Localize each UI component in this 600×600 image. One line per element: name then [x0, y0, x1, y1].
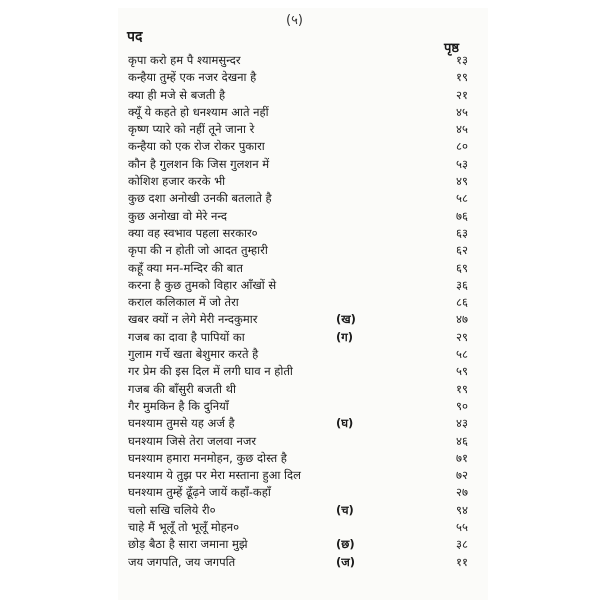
index-entry	[0, 554, 600, 571]
entry-page-number: ११	[456, 554, 468, 569]
entry-title: कहूँ क्या मन-मन्दिर की बात	[128, 260, 243, 275]
section-letter: (छ)	[336, 537, 355, 552]
section-letter: (ग)	[336, 329, 353, 344]
entry-title: करना है कुछ तुमको विहार आँखों से	[128, 277, 277, 292]
entry-page-number: ६३	[456, 225, 468, 240]
entry-title: खबर क्यों न लेगे मेरी नन्दकुमार	[128, 312, 258, 327]
entry-page-number: २९	[456, 329, 468, 344]
entry-title: क्या ही मजे से बजती है	[128, 87, 226, 102]
page-number: (५)	[286, 13, 303, 28]
section-letter: (ज)	[336, 554, 356, 569]
entry-title: कृपा की न होती जो आदत तुम्हारी	[128, 243, 268, 258]
entry-title: चाहे मैं भूलूँ तो भूलूँ मोहन०	[128, 520, 240, 535]
entry-title: क्यूँ ये कहते हो धनश्याम आते नहीं	[128, 104, 269, 119]
column-heading-page: पृष्ठ	[444, 41, 460, 56]
entry-page-number: ९०	[456, 398, 468, 413]
entry-page-number: ६२	[456, 243, 468, 258]
entry-title: गजब की बाँसुरी बजती थी	[128, 381, 236, 396]
index-entry	[0, 208, 600, 225]
index-entry	[0, 52, 600, 69]
entry-title: कृपा करो हम पै श्यामसुन्दर	[128, 53, 241, 67]
entry-page-number: २७	[456, 485, 468, 500]
section-letter: (च)	[336, 502, 354, 517]
index-entry	[0, 450, 600, 467]
entry-page-number: ३६	[456, 277, 468, 292]
entry-page-number: १९	[456, 381, 468, 396]
index-entry	[0, 502, 600, 519]
entry-title: घनश्याम तुम्हें ढूँढ़ने जायें कहाँ-कहाँ	[128, 485, 271, 500]
index-entry	[0, 363, 600, 380]
index-entry	[0, 467, 600, 484]
entry-page-number: ३८	[456, 537, 468, 552]
entry-title: कन्हैया तुम्हें एक नजर देखना है	[128, 70, 257, 85]
entry-title: कन्हैया को एक रोज रोकर पुकारा	[128, 139, 265, 154]
index-entry	[0, 277, 600, 294]
entry-title: घनश्याम हमारा मनमोहन, कुछ दोस्त है	[128, 450, 287, 465]
entry-page-number: ४६	[456, 433, 468, 448]
index-entry	[0, 536, 600, 553]
index-entry	[0, 484, 600, 501]
index-entry	[0, 121, 600, 138]
entry-title: कुछ अनोखा वो मेरे नन्द	[128, 208, 228, 223]
index-entry	[0, 519, 600, 536]
index-entry	[0, 242, 600, 259]
entry-page-number: ४९	[456, 174, 468, 189]
entry-page-number: ४५	[456, 122, 468, 137]
entry-page-number: ४३	[456, 416, 468, 431]
entry-title: कराल कलिकाल में जो तेरा	[128, 295, 239, 310]
index-entry	[0, 190, 600, 207]
entry-title: गुलाम गर्चे खता बेशुमार करते है	[128, 347, 259, 362]
entry-page-number: ९४	[456, 502, 468, 517]
section-letter: (ख)	[336, 312, 356, 327]
entry-page-number: ७६	[456, 208, 468, 223]
entry-title: घनश्याम तुमसे यह अर्ज है	[128, 416, 235, 431]
entry-page-number: १९	[456, 70, 468, 85]
index-entry	[0, 104, 600, 121]
entry-title: चलो सखि चलिये री०	[128, 502, 216, 517]
entry-page-number: २१	[456, 87, 468, 102]
index-entry	[0, 433, 600, 450]
entry-title: कौन है गुलशन कि जिस गुलशन में	[128, 156, 270, 171]
index-entry	[0, 381, 600, 398]
section-letter: (घ)	[336, 416, 354, 431]
index-entry	[0, 346, 600, 363]
index-entry	[0, 260, 600, 277]
entry-title: छोड़ बैठा है सारा जमाना मुझे	[128, 537, 248, 552]
index-entry	[0, 173, 600, 190]
entry-title: घनश्याम ये तुझ पर मेरा मस्ताना हुआ दिल	[128, 468, 301, 483]
index-entry	[0, 138, 600, 155]
index-entry	[0, 415, 600, 432]
entry-title: जय जगपति, जय जगपति	[128, 554, 236, 569]
index-entry	[0, 87, 600, 104]
entry-page-number: ६९	[456, 260, 468, 275]
index-list	[0, 52, 600, 571]
entry-page-number: ५५	[456, 520, 468, 535]
entry-page-number: ७२	[456, 468, 468, 483]
entry-page-number: ५३	[456, 156, 468, 171]
index-entry	[0, 329, 600, 346]
entry-title: क्या वह स्वभाव पहला सरकार०	[128, 225, 258, 240]
entry-page-number: ५८	[456, 191, 468, 206]
entry-page-number: ५९	[456, 364, 468, 379]
entry-page-number: १३	[456, 53, 468, 67]
entry-title: गैर मुमकिन है कि दुनियाँ	[128, 398, 229, 413]
entry-page-number: ८६	[456, 295, 468, 310]
entry-title: कुछ दशा अनोखी उनकी बतलाते है	[128, 191, 272, 206]
entry-title: घनश्याम जिसे तेरा जलवा नजर	[128, 433, 257, 448]
index-entry	[0, 294, 600, 311]
index-entry	[0, 69, 600, 86]
entry-page-number: ७१	[456, 450, 468, 465]
entry-title: गजब का दावा है पापियों का	[128, 329, 245, 344]
column-heading-songs: पद	[127, 29, 143, 45]
entry-page-number: ५८	[456, 347, 468, 362]
entry-page-number: ८०	[456, 139, 468, 154]
index-entry	[0, 398, 600, 415]
entry-page-number: ४५	[456, 104, 468, 119]
entry-page-number: ४७	[456, 312, 468, 327]
entry-title: कृष्ण प्यारे को नहीं तूने जाना रे	[128, 122, 255, 137]
index-entry	[0, 225, 600, 242]
entry-title: गर प्रेम की इस दिल में लगी घाव न होती	[128, 364, 293, 379]
index-entry	[0, 156, 600, 173]
index-entry	[0, 311, 600, 328]
entry-title: कोशिश हजार करके भी	[128, 174, 226, 189]
